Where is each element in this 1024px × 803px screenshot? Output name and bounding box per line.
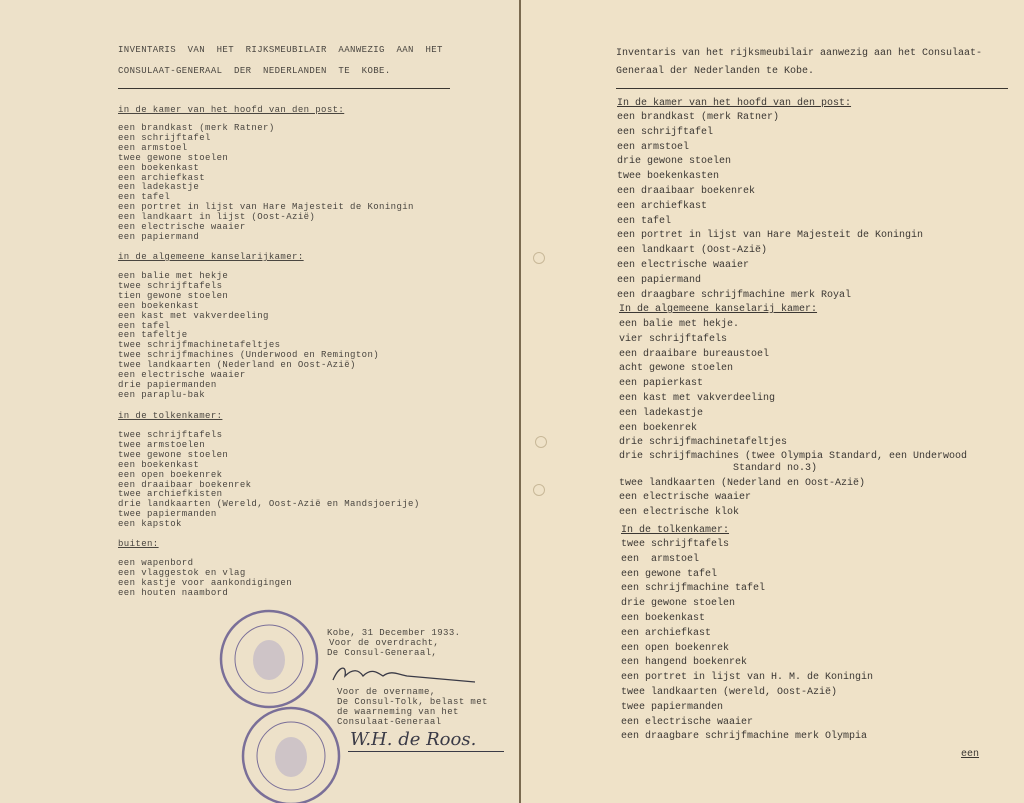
list-item: een boekenkast [118,162,200,173]
consulate-stamp [240,705,342,803]
item-list [617,111,923,303]
list-item: een hangend boekenrek [621,657,748,669]
list-item: een balie met hekje [118,271,229,281]
list-item: drie gewone stoelen [617,156,732,168]
handwritten-signature-2: W.H. de Roos. [350,729,477,750]
title-rule [616,88,1008,89]
title-rule [118,88,450,89]
list-item: een open boekenrek [621,642,730,654]
punch-hole [535,436,547,448]
consulate-stamp [218,608,320,710]
item-list [118,272,379,401]
list-item: een landkaart in lijst (Oost-Azië) [118,212,316,223]
section-heading: in de tolkenkamer: [118,411,223,421]
list-item: een archiefkast [118,172,206,183]
item-list [118,559,292,599]
list-item: een draagbare schrijfmachine merk Olympia [621,731,868,743]
list-item: een papiermand [617,274,702,286]
list-item: twee papiermanden [621,701,724,713]
list-item: twee gewone stoelen [118,152,229,163]
list-item: een wapenbord [118,558,194,568]
list-item: een draaibare bureaustoel [619,348,770,360]
list-item: twee schrijfmachinetafeltjes [118,340,281,351]
signature-rule [348,751,504,752]
list-item: een boekenkast [118,300,200,311]
section-heading: buiten: [118,539,159,549]
list-item: een papiermand [118,231,200,242]
list-item: een brandkast (merk Ratner) [617,112,780,123]
list-item: vier schrijftafels [619,333,728,345]
list-item: een archiefkast [617,200,708,212]
list-item: twee armstoelen [118,439,206,450]
section-heading: In de tolkenkamer: [621,525,730,536]
title-line-2: Generaal der Nederlanden te Kobe. [616,66,815,77]
list-item: een electrische waaier [619,492,752,504]
item-list [619,318,967,521]
list-item: drie landkaarten (Wereld, Oost-Azië en Mandsjoerije) [118,499,420,510]
list-item: een kast met vakverdeeling [619,392,776,404]
list-item: een tafel [118,192,171,203]
list-item: een schrijfmachine tafel [621,583,766,595]
list-item: een tafel [617,215,672,227]
signature-date: Kobe, 31 December 1933. [327,628,461,638]
handwritten-signature-1 [325,662,485,686]
title-line-1: INVENTARIS VAN HET RIJKSMEUBILAIR AANWEZIG AAN HET [118,45,443,55]
list-item: een portret in lijst van Hare Majesteit de Koningin [617,230,924,242]
list-item: een boekenkast [621,612,706,624]
signature-line: De Consul-Tolk, belast met [337,697,488,707]
punch-hole [533,484,545,496]
list-item: een gewone tafel [621,568,718,580]
item-list [118,124,414,243]
item-list [621,538,873,745]
list-item: een schrijftafel [617,126,714,138]
list-item: een brandkast (merk Ratner) [118,123,275,133]
list-item: twee schrijftafels [118,280,223,291]
catchword: een [961,749,980,760]
list-item: een armstoel [621,553,700,565]
list-item: een paraplu-bak [118,389,206,400]
list-item: drie gewone stoelen [621,598,736,610]
punch-hole [533,252,545,264]
title-line-1: Inventaris van het rijksmeubilair aanwezig aan het Consulaat- [616,48,983,59]
signature-line: Voor de overdracht, [329,638,440,648]
item-list [118,431,420,530]
list-item: een electrische klok [619,507,740,519]
list-item: een tafel [118,320,171,331]
list-item: een open boekenrek [118,469,223,480]
list-item: acht gewone stoelen [619,363,734,375]
list-item: een boekenrek [619,422,698,434]
list-item: een electrische waaier [621,716,754,728]
list-item: een ladekastje [118,182,200,193]
section-heading: in de kamer van het hoofd van den post: [118,105,345,115]
section-heading: in de algemeene kanselarijkamer: [118,252,304,262]
list-item: twee schrijftafels [621,539,730,550]
list-item: een vlaggestok en vlag [118,567,246,578]
list-item: een kapstok [118,519,182,530]
list-item: twee schrijfmachines (Underwood en Remington) [118,350,380,361]
list-item: drie papiermanden [118,379,217,390]
list-item: twee papiermanden [118,509,217,520]
list-item: een schrijftafel [118,132,211,143]
list-item: een ladekastje [619,407,704,419]
list-item: een balie met hekje. [619,319,740,330]
list-item: een houten naambord [118,587,229,598]
list-item: drie schrijfmachines (twee Olympia Standard, een Underwood Standard no.3) [619,451,968,475]
list-item: een boekenkast [118,459,200,470]
section-heading: In de algemeene kanselarij kamer: [619,304,818,315]
list-item: een electrische waaier [118,370,246,381]
list-item: een draaibaar boekenrek [617,185,756,197]
signature-line: Consulaat-Generaal [337,717,442,727]
list-item: een armstoel [118,142,188,153]
list-item: twee boekenkasten [617,171,720,183]
list-item: een landkaart (Oost-Azië) [617,245,768,257]
section-heading: In de kamer van het hoofd van den post: [617,98,852,109]
list-item: een draagbare schrijfmachine merk Royal [617,289,852,301]
right-page [521,0,1024,803]
list-item: een draaibaar boekenrek [118,479,252,490]
list-item: een portret in lijst van H. M. de Koningin [621,672,874,684]
list-item: een kastje voor aankondigingen [118,577,293,588]
list-item: een papierkast [619,378,704,390]
list-item: een armstoel [617,141,690,153]
list-item: twee landkaarten (Nederland en Oost-Azië) [619,477,866,489]
signature-line: Voor de overname, [337,687,436,697]
list-item: twee archiefkisten [118,489,223,500]
list-item: twee schrijftafels [118,430,223,440]
list-item: een portret in lijst van Hare Majesteit de Koningin [118,202,414,213]
list-item: twee landkaarten (wereld, Oost-Azië) [621,686,838,698]
list-item: een electrische waaier [617,259,750,271]
list-item: twee gewone stoelen [118,449,229,460]
list-item: twee landkaarten (Nederland en Oost-Azië) [118,360,356,371]
list-item: drie schrijfmachinetafeltjes [619,437,788,449]
list-item: tien gewone stoelen [118,290,229,301]
signature-line: De Consul-Generaal, [327,648,438,658]
list-item: een electrische waaier [118,222,246,233]
list-item: een tafeltje [118,330,188,341]
list-item: een kast met vakverdeeling [118,310,269,321]
signature-line: de waarneming van het [337,707,459,717]
title-line-2: CONSULAAT-GENERAAL DER NEDERLANDEN TE KOBE. [118,66,391,76]
list-item: een archiefkast [621,627,712,639]
